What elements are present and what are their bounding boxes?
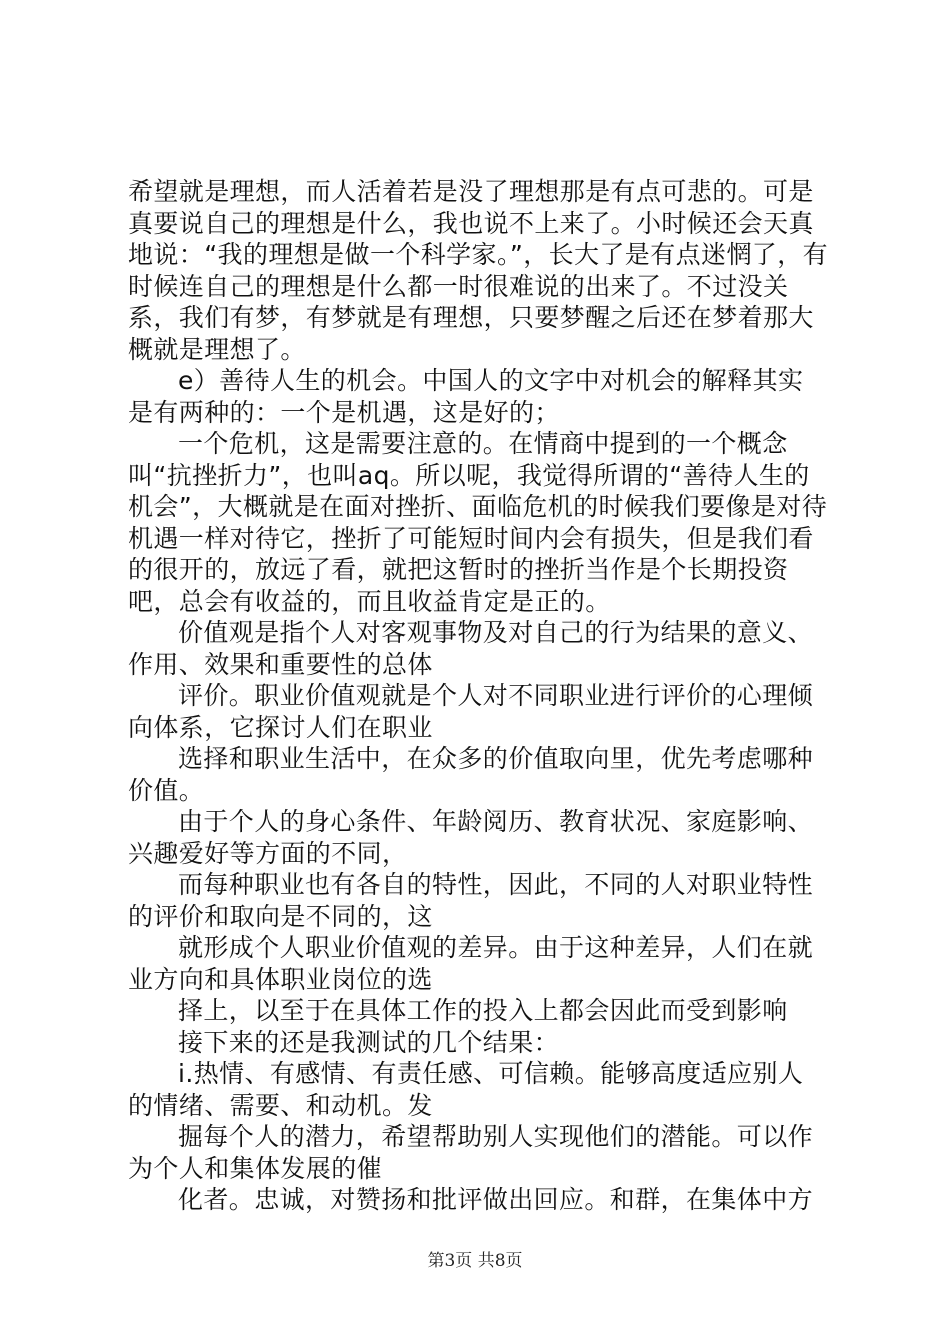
page-number-footer: 第3页 共8页 <box>427 1251 523 1271</box>
paragraph-9: 就形成个人职业价值观的差异。由于这种差异，人们在就业方向和具体职业岗位的选 <box>128 933 814 994</box>
paragraph-3: 一个危机，这是需要注意的。在情商中提到的一个概念叫“抗挫折力”，也叫aq。所以呢，我觉得所谓的“善待人生的机会”，大概就是在面对挫折、面临危机的时候我们要像是对待机遇一样对待它，挫折了可能短时间内会有损失，但是我们看的很开的，放远了看，就把这暂时的挫折当作是个长期投资吧，总会有收益的，而且收益肯定是正的。 <box>128 429 828 616</box>
paragraph-1: 希望就是理想，而人活着若是没了理想那是有点可悲的。可是真要说自己的理想是什么，我也说不上来了。小时候还会天真地说：“我的理想是做一个科学家。”，长大了是有点迷惘了，有时候连自己的理想是什么都一时很难说的出来了。不过没关系，我们有梦，有梦就是有理想，只要梦醒之后还在梦着那大概就是理想了。 <box>128 177 829 364</box>
paragraph-11: 接下来的还是我测试的几个结果： <box>178 1027 560 1057</box>
document-body <box>128 176 828 1216</box>
paragraph-13: 掘每个人的潜力，希望帮助别人实现他们的潜能。可以作为个人和集体发展的催 <box>128 1122 814 1183</box>
paragraph-12: i.热情、有感情、有责任感、可信赖。能够高度适应别人的情绪、需要、和动机。发 <box>128 1059 804 1120</box>
paragraph-14: 化者。忠诚，对赞扬和批评做出回应。和群，在集体中方 <box>178 1185 814 1214</box>
paragraph-6: 选择和职业生活中，在众多的价值取向里，优先考虑哪种价值。 <box>128 744 814 805</box>
paragraph-2: e）善待人生的机会。中国人的文字中对机会的解释其实是有两种的：一个是机遇，这是好的； <box>128 366 804 427</box>
paragraph-5: 评价。职业价值观就是个人对不同职业进行评价的心理倾向体系，它探讨人们在职业 <box>128 681 814 742</box>
paragraph-10: 择上，以至于在具体工作的投入上都会因此而受到影响 <box>178 996 788 1025</box>
paragraph-4: 价值观是指个人对客观事物及对自己的行为结果的意义、作用、效果和重要性的总体 <box>128 618 814 679</box>
paragraph-8: 而每种职业也有各自的特性，因此，不同的人对职业特性的评价和取向是不同的，这 <box>128 870 814 931</box>
paragraph-7: 由于个人的身心条件、年龄阅历、教育状况、家庭影响、兴趣爱好等方面的不同， <box>128 807 814 868</box>
